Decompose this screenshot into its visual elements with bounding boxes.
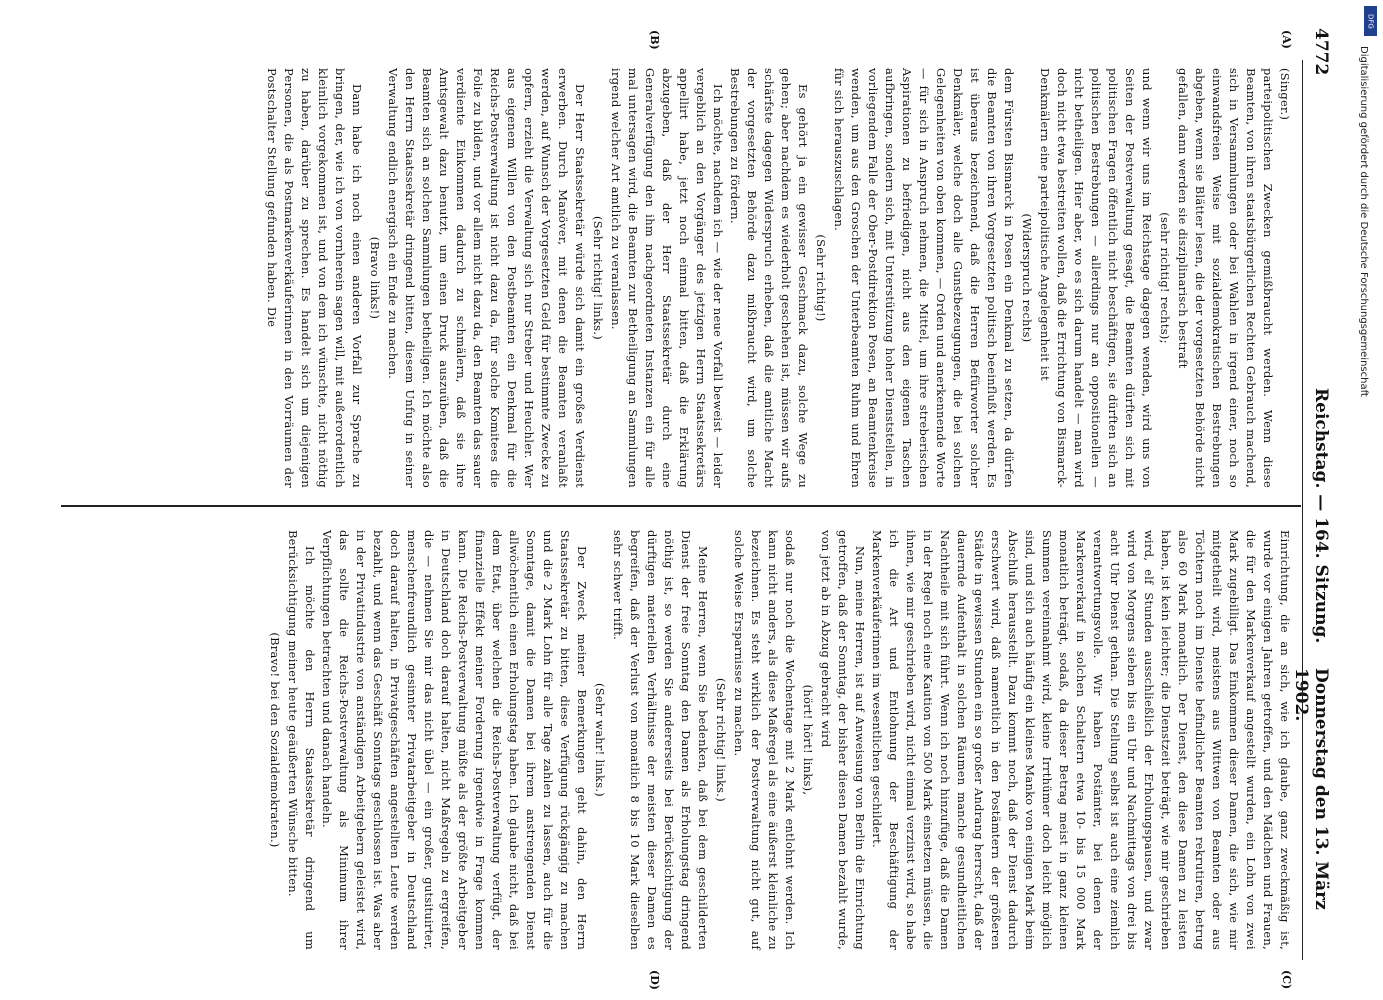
paragraph: Dann habe ich noch einen anderen Vorfall zur Sprache zu bringen, der, wie ich von vornherein sagen will, mit außerordentlich kleinlich vorgekommen ist, und von dem ich wünschte, nicht nöthig zu haben, darüber zu sprechen. Es handelt sich um diejenigen Personen, die als Postmarkenverkäuferinnen in den Vorräumen der Postschalter Stellung gefunden haben. Die	[265, 68, 364, 488]
header-rule	[1302, 60, 1303, 960]
paragraph: parteipolitischen Zwecken gemißbraucht werden. Wenn diese Beamten, von ihren staatsbürgerlichen Rechten Gebrauch machend, sich in Versammlungen oder bei Wahlen in irgend einer, noch so einwandsfreien Weise mit sozialdemokratischen Bestrebungen abgeben, wenn sie Blätter lesen, die der vorgesetzten Behörde nicht gefallen, dann werden sie disziplinarisch bestraft	[1176, 68, 1275, 488]
interjection: (Sehr richtig!)	[814, 234, 828, 322]
page-number: 4772	[1311, 28, 1331, 76]
margin-marker-b: (B)	[648, 30, 661, 50]
paragraph: und wenn wir uns im Reichstage dagegen wenden, wird uns von Seiten der Postverwaltung gesagt, die Beamten dürften sich mit politischen Fragen öffentlich nicht beschäftigen, sie dürften sich an politischen Bestrebungen — allerdings nur an oppositionellen — nicht betheiligen. Hier aber, wo es sich darum handelt — man wird doch nicht etwa bestreiten wollen, daß die Errichtung von Bismarck-Denkmälern eine parteipolitische Angelegenheit ist	[1038, 68, 1154, 488]
interjection: (Bravo links!)	[368, 236, 382, 320]
speaker-label: (Singer.)	[1278, 68, 1292, 121]
paragraph: Es gehört ja ein gewisser Geschmack dazu, solche Wege zu gehen; aber nachdem es wiederholt geschehen ist, müssen wir aufs schärfste dagegen Widerspruch erheben, daß die amtliche Macht der vorgesetzten Behörde dazu mißbraucht wird, um solche Bestrebungen zu fördern.	[728, 68, 810, 488]
right-column	[265, 530, 1293, 950]
interjection: (Widerspruch rechts)	[1020, 213, 1034, 343]
credit-text: Digitalisierung gefördert durch die Deutsche Forschungsgemeinschaft	[1358, 46, 1369, 397]
digitization-credit	[1347, 6, 1377, 996]
paragraph: Der Zweck meiner Bemerkungen geht dahin, den Herrn Staatssekretär zu bitten, diese Verfügung rückgängig zu machen und die 2 Mark Lohn für alle Tage zahlen zu lassen, auch für die Sonntage, damit die Damen bei ihrem anstrengenden Dienst allwöchentlich einen Erholungstag haben. Ich glaube nicht, daß bei dem Etat, über welchen die Reichs-Postverwaltung verfügt, der finanzielle Effekt meiner Forderung irgendwie in Frage kommen kann. Die Reichs-Postverwaltung müßte als der größte Arbeitgeber in Deutschland doch darauf halten, nicht Maßregeln zu ergreifen, die — nehmen Sie mir das nicht übel — ein großer, gutsituirter, menschenfreundlich gesinnter Privatarbeitgeber in Deutschland doch darauf halten, in Privatgeschäften angestellten Leute werden bezahlt, und wenn das Geschäft Sonntags geschlossen ist. Was aber in der Privatindustrie von anständigen Arbeitgebern geleistet wird, das sollte die Reichs-Postverwaltung als Minimum ihrer Verpflichtungen betrachten und danach handeln.	[320, 530, 589, 950]
paragraph: Der Herr Staatssekretär würde sich damit ein großes Verdienst erwerben. Durch Manöver, mit denen die Beamten veranlaßt werden, auf Wunsch der Vorgesetzten Geld für bestimmte Zwecke zu opfern, erzieht die Verwaltung sich nur Streber und Heuchler. Wer aus eigenem Willen von den Postbeamten ein Denkmal für die Reichs-Postverwaltung ist nicht dazu da, für solche Komitees die Folie zu bilden, und vor allem nicht dazu da, den Beamten das sauer verdiente Einkommen dadurch zu schmälern, daß sie ihre Amtsgewalt dazu benutzt, um einen Druck auszuüben, daß die Beamten sich an solchen Sammlungen betheiligen. Ich möchte also den Herrn Staatssekretär dringend bitten, diesem Unfug in seiner Verwaltung endlich energisch ein Ende zu machen.	[386, 68, 587, 488]
header-left-title: Reichstag. — 164. Sitzung.	[1311, 388, 1331, 644]
interjection: (Bravo! bei den Sozialdemokraten.)	[268, 632, 282, 848]
paragraph: dem Fürsten Bismarck in Posen ein Denkmal zu setzen, da dürfen die Beamten von ihren Vorgesetzten politisch beeinflußt werden. Es ist überaus bezeichnend, daß die Herren Befürworter solcher Denkmäler, welche doch alle Gunstbezeugungen, die bei solchen Gelegenheiten von oben kommen, — Orden und anerkennende Worte — für sich in Anspruch nehmen, die Mittel, um ihre streberischen Aspirationen zu befriedigen, nicht aus den eigenen Taschen aufbringen, sondern sich, mit Unterstützung hoher Dienststellen, in vorliegendem Falle der Ober-Postdirektion Posen, an Beamtenkreise wenden, um aus den Groschen der Unterbeamten Ruhm und Ehren für sich herauszuschlagen.	[832, 68, 1016, 488]
paragraph: Einrichtung, die an sich, wie ich glaube, ganz zweckmäßig ist, wurde vor einigen Jahren getroffen, und den Mädchen und Frauen, die für den Markenverkauf angestellt wurden, ein Lohn von zwei Mark zugebilligt. Das Einkommen dieser Damen, die sich, wie mir mitgetheilt wird, meistens aus Wittwen von Beamten oder aus Töchtern noch im Dienste befindlicher Beamten rekrutiren, betrug also 60 Mark monatlich. Der Dienst, den diese Damen zu leisten haben, ist kein leichter; die Dienstzeit beträgt, wie mir geschrieben wird, elf Stunden ausschließlich der Erholungspausen, und zwar wird von Morgens sieben bis ein Uhr und Nachmittags von drei bis acht Uhr Dienst gethan. Die Stellung selbst ist auch eine ziemlich verantwortungsvolle. Wir haben Postämter, bei denen der Markenverkauf in solchen Schaltern etwa 10- bis 15 000 Mark monatlich beträgt, sodaß, da dieser Betrag meist in ganz kleinen Summen vereinnahmt wird, kleine Irrthümer doch leicht möglich sind, und sich auch häufig ein kleines Manko von einigen Mark beim Abschluß herausstellt. Dazu kommt noch, daß der Dienst dadurch erschwert wird, daß namentlich in den Postämtern der größeren Städte in gewissen Stunden ein so großer Andrang herrscht, daß der dauernde Aufenthalt in solchen Räumen manche gesundheitlichen Nachtheile mit sich führt. Wenn ich noch hinzufüge, daß die Damen in der Regel noch eine Kaution von 500 Mark einsetzen müssen, die ihnen, wie mir geschrieben wird, nicht einmal verzinst wird, so habe ich die Art und Entlohnung der Beschäftigung der Markenverkäuferinnen im wesentlichen geschildert.	[870, 530, 1292, 950]
page-header	[1291, 28, 1333, 958]
interjection: (Sehr wahr! links.)	[593, 682, 607, 798]
paragraph: Ich möchte, nachdem ich — wie der neue Vorfall beweist — leider vergeblich an den Vorgänger des jetzigen Herrn Staatssekretärs appellirt habe, jetzt noch einmal bitten, daß die Erklärung abzugeben, daß der Herr Staatssekretär durch eine Generalverfügung den ihm nachgeordneten Instanzen ein für alle mal untersagen wird, die Beamten zur Betheiligung an Sammlungen irgend welcher Art amtlich zu veranlassen.	[609, 68, 725, 488]
paragraph: sodaß nur noch die Wochentage mit 2 Mark entlohnt werden. Ich kann nicht anders, als diese Maßregel als eine äußerst kleinliche zu bezeichnen. Es steht wirklich der Postverwaltung nicht gut, auf solche Weise Ersparnisse zu machen.	[732, 530, 797, 950]
margin-marker-c: (C)	[1280, 970, 1293, 990]
interjection: (hört! hört! links),	[801, 684, 815, 796]
dfg-logo: DFG	[1364, 6, 1377, 36]
interjection: (Sehr richtig! links.)	[591, 216, 605, 340]
interjection: (sehr richtig! rechts);	[1158, 212, 1172, 344]
paragraph: Nun, meine Herren, ist auf Anweisung von Berlin die Einrichtung getroffen, daß der Sonntag, der bisher diesen Damen bezahlt wurde, von jetzt ab in Abzug gebracht wird	[819, 530, 867, 950]
header-date: Donnerstag den 13. März 1902.	[1291, 668, 1331, 910]
paragraph: Meine Herren, wenn Sie bedenken, daß bei dem geschilderten Dienst der freie Sonntag den Damen als Erholungstag dringend nöthig ist, so werden Sie andererseits bei Berücksichtigung der dürftigen materiellen Verhältnisse der meisten dieser Damen es begreifen, daß der Verlust von monatlich 8 bis 10 Mark dieselben sehr schwer trifft.	[611, 530, 710, 950]
interjection: (Sehr richtig! links.)	[714, 678, 728, 802]
margin-marker-a: (A)	[1280, 30, 1293, 49]
paragraph: Ich möchte den Herrn Staatssekretär dringend um Berücksichtigung meiner heute geäußerten Wünsche bitten.	[286, 530, 317, 950]
left-column	[263, 68, 1293, 488]
margin-marker-d: (D)	[648, 970, 661, 990]
column-divider	[61, 505, 1301, 507]
